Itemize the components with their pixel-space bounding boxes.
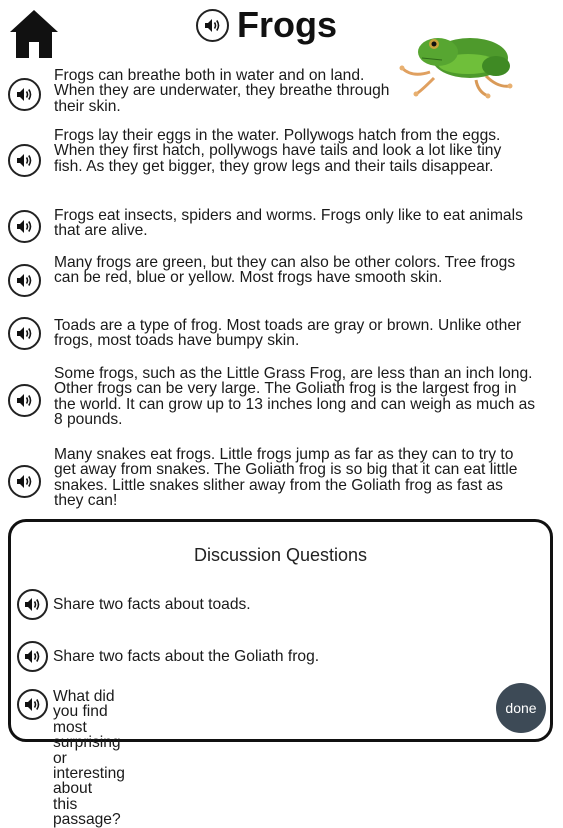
- fact-speaker-button[interactable]: [8, 384, 41, 417]
- fact-speaker-button[interactable]: [8, 144, 41, 177]
- question-text: Share two facts about the Goliath frog.: [53, 648, 320, 665]
- question-speaker-button[interactable]: [17, 689, 48, 720]
- fact-text: Some frogs, such as the Little Grass Frog, are less than an inch long. Other frogs can be very large. The Goliath frog is the largest frog in the world. It can grow up to 13 inches long and can weigh as much as 8 pounds.: [54, 365, 536, 429]
- speaker-icon: [16, 326, 33, 341]
- fact-item: [6, 128, 546, 198]
- fact-text: Frogs eat insects, spiders and worms. Frogs only like to eat animals that are alive.: [54, 207, 523, 240]
- speaker-icon: [16, 273, 33, 288]
- fact-item: [6, 447, 546, 515]
- fact-text: Many snakes eat frogs. Little frogs jump as far as they can to try to get away from snakes. The Goliath frog is so big that it can eat little snakes. Little snakes slither away from the Goliath frog as fast as they can!: [54, 446, 518, 510]
- page-title: Frogs: [237, 4, 338, 45]
- question-text: What did you find most surprising or interesting about this passage?: [53, 688, 125, 828]
- speaker-icon: [16, 393, 33, 408]
- question-text: Share two facts about toads.: [53, 596, 251, 613]
- fact-speaker-button[interactable]: [8, 465, 41, 498]
- fact-item: [6, 68, 546, 120]
- fact-item: [6, 255, 546, 307]
- speaker-icon: [24, 597, 41, 612]
- home-button[interactable]: [8, 8, 60, 60]
- fact-text: Frogs can breathe both in water and on land. When they are underwater, they breathe through their skin.: [54, 67, 390, 115]
- fact-speaker-button[interactable]: [8, 317, 41, 350]
- speaker-icon: [24, 697, 41, 712]
- fact-text: Frogs lay their eggs in the water. Pollywogs hatch from the eggs. When they first hatch, pollywogs have tails and look a lot like tiny fish. As they get bigger, they grow legs and their tails disappear.: [54, 127, 502, 175]
- fact-item: [6, 208, 546, 244]
- fact-speaker-button[interactable]: [8, 264, 41, 297]
- fact-text: Toads are a type of frog. Most toads are gray or brown. Unlike other frogs, most toads have bumpy skin.: [54, 317, 522, 350]
- done-button[interactable]: done: [496, 683, 546, 733]
- question-speaker-button[interactable]: [17, 589, 48, 620]
- fact-speaker-button[interactable]: [8, 210, 41, 243]
- home-icon: [8, 8, 60, 60]
- fact-speaker-button[interactable]: [8, 78, 41, 111]
- discussion-title: Discussion Questions: [193, 545, 368, 565]
- speaker-icon: [16, 474, 33, 489]
- fact-text: Many frogs are green, but they can also be other colors. Tree frogs can be red, blue or yellow. Most frogs have smooth skin.: [54, 254, 516, 287]
- title-speaker-button[interactable]: [196, 9, 229, 42]
- page-header: [196, 4, 337, 46]
- speaker-icon: [16, 153, 33, 168]
- speaker-icon: [24, 649, 41, 664]
- fact-item: [6, 366, 546, 434]
- speaker-icon: [16, 87, 33, 102]
- question-speaker-button[interactable]: [17, 641, 48, 672]
- discussion-panel: [8, 519, 553, 828]
- speaker-icon: [204, 18, 221, 33]
- speaker-icon: [16, 219, 33, 234]
- fact-item: [6, 318, 546, 354]
